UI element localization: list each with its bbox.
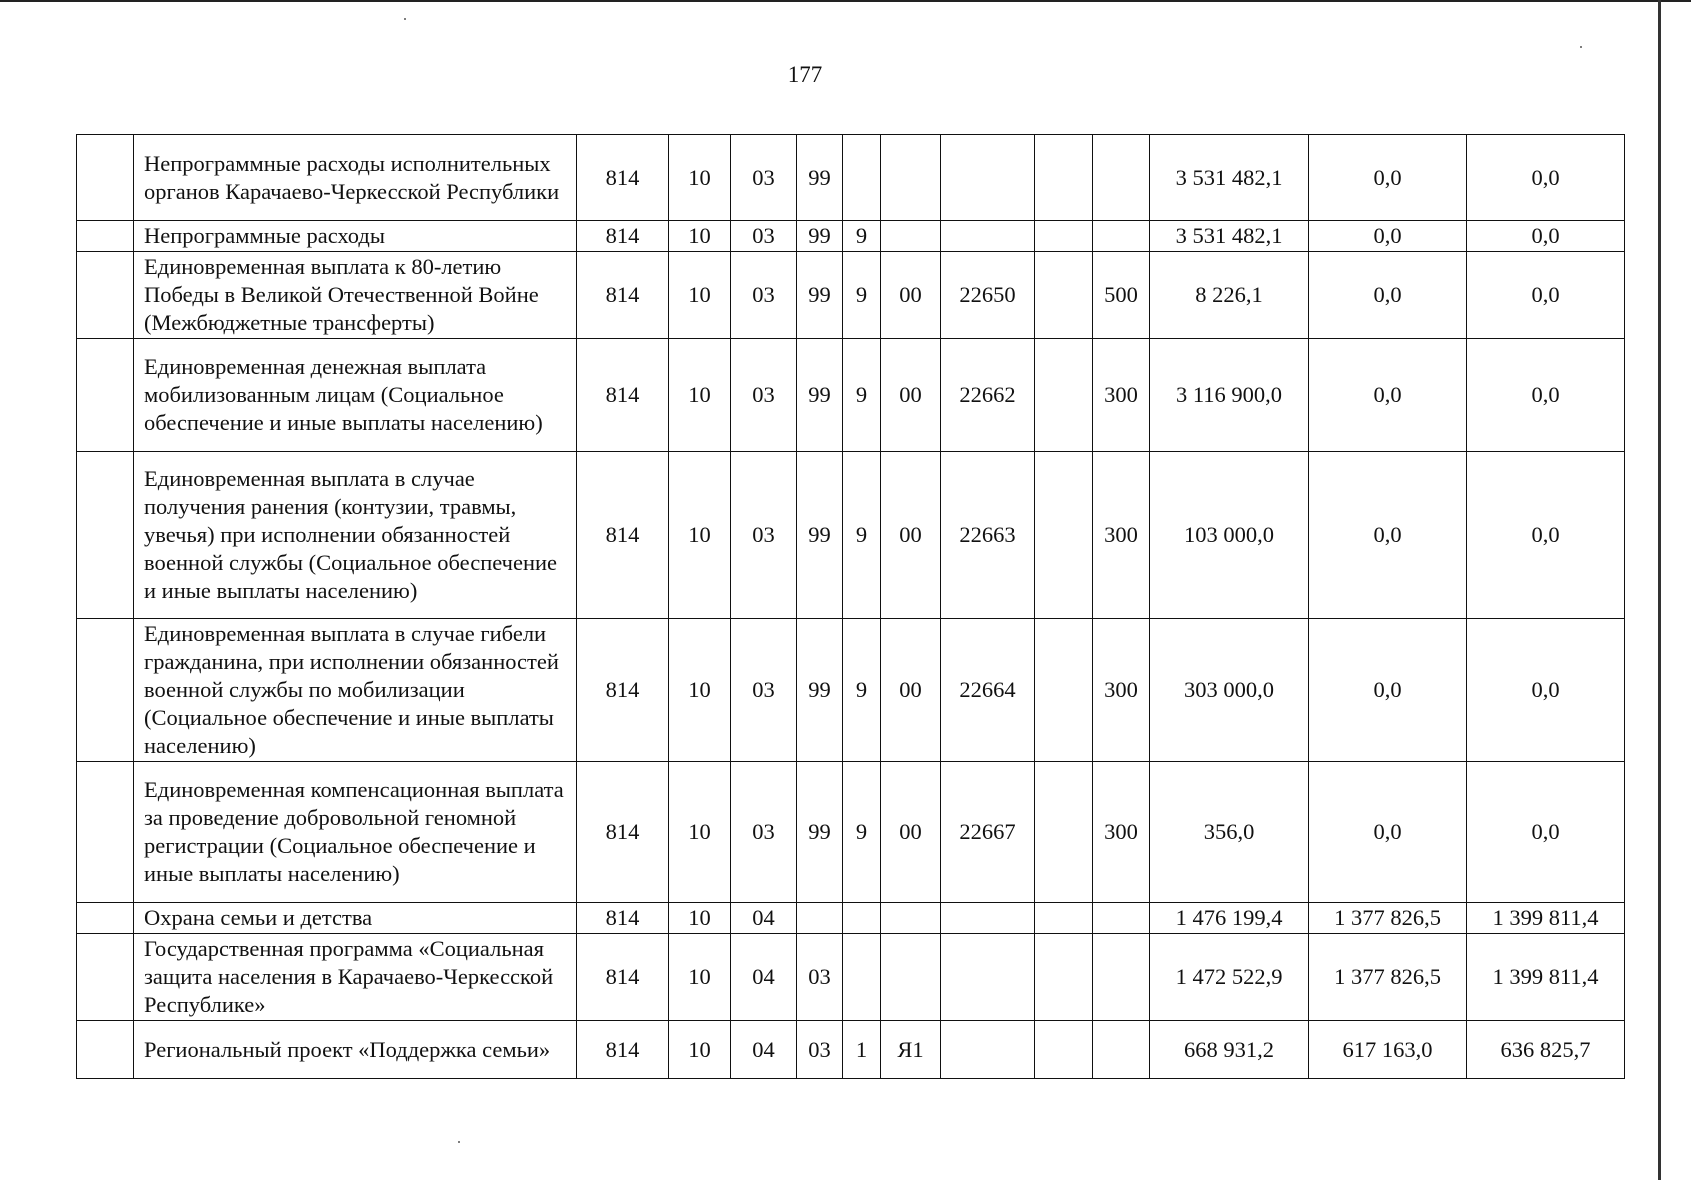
code-pr: 04 <box>731 934 797 1021</box>
code-extra <box>1035 135 1093 221</box>
code-event <box>881 934 941 1021</box>
code-event <box>881 135 941 221</box>
code-pr: 03 <box>731 452 797 619</box>
code-pr: 03 <box>731 252 797 339</box>
code-vr: 300 <box>1093 452 1150 619</box>
code-vr: 300 <box>1093 762 1150 903</box>
code-pr: 03 <box>731 135 797 221</box>
index-cell <box>77 903 134 934</box>
amount-1: 3 531 482,1 <box>1150 221 1309 252</box>
code-vr: 300 <box>1093 339 1150 452</box>
item-name: Региональный проект «Поддержка семьи» <box>134 1021 577 1079</box>
table-body <box>77 135 1625 1079</box>
code-gr: 814 <box>577 762 669 903</box>
index-cell <box>77 252 134 339</box>
code-event <box>881 221 941 252</box>
amount-3: 0,0 <box>1467 339 1625 452</box>
code-rz: 10 <box>669 903 731 934</box>
item-name: Охрана семьи и детства <box>134 903 577 934</box>
code-subprogram: 9 <box>843 762 881 903</box>
code-direction: 22667 <box>941 762 1035 903</box>
table-row <box>77 619 1625 762</box>
code-rz: 10 <box>669 135 731 221</box>
code-program <box>797 903 843 934</box>
code-direction <box>941 1021 1035 1079</box>
index-cell <box>77 1021 134 1079</box>
table-row <box>77 903 1625 934</box>
amount-3: 636 825,7 <box>1467 1021 1625 1079</box>
code-subprogram: 9 <box>843 221 881 252</box>
code-gr: 814 <box>577 903 669 934</box>
amount-3: 0,0 <box>1467 221 1625 252</box>
amount-3: 0,0 <box>1467 452 1625 619</box>
amount-2: 1 377 826,5 <box>1309 934 1467 1021</box>
code-pr: 03 <box>731 619 797 762</box>
code-rz: 10 <box>669 452 731 619</box>
code-vr <box>1093 135 1150 221</box>
index-cell <box>77 221 134 252</box>
code-subprogram <box>843 934 881 1021</box>
code-extra <box>1035 1021 1093 1079</box>
code-extra <box>1035 252 1093 339</box>
scan-speck <box>458 1141 460 1143</box>
code-gr: 814 <box>577 135 669 221</box>
amount-2: 617 163,0 <box>1309 1021 1467 1079</box>
amount-2: 0,0 <box>1309 221 1467 252</box>
amount-1: 3 116 900,0 <box>1150 339 1309 452</box>
code-extra <box>1035 762 1093 903</box>
code-rz: 10 <box>669 252 731 339</box>
index-cell <box>77 762 134 903</box>
table-row <box>77 452 1625 619</box>
code-program: 99 <box>797 452 843 619</box>
code-program: 99 <box>797 619 843 762</box>
code-gr: 814 <box>577 452 669 619</box>
code-extra <box>1035 339 1093 452</box>
code-extra <box>1035 934 1093 1021</box>
item-name: Единовременная выплата к 80-летию Победы в Великой Отечественной Войне (Межбюджетные трансферты) <box>134 252 577 339</box>
code-direction: 22650 <box>941 252 1035 339</box>
amount-1: 3 531 482,1 <box>1150 135 1309 221</box>
code-direction: 22663 <box>941 452 1035 619</box>
code-rz: 10 <box>669 762 731 903</box>
code-vr <box>1093 221 1150 252</box>
item-name: Единовременная денежная выплата мобилизованным лицам (Социальное обеспечение и иные выплаты населению) <box>134 339 577 452</box>
item-name: Непрограммные расходы исполнительных органов Карачаево-Черкесской Республики <box>134 135 577 221</box>
amount-3: 0,0 <box>1467 252 1625 339</box>
code-extra <box>1035 452 1093 619</box>
item-name: Государственная программа «Социальная защита населения в Карачаево-Черкесской Республике» <box>134 934 577 1021</box>
scan-right-edge <box>1658 0 1661 1180</box>
budget-table <box>76 134 1625 1079</box>
item-name: Непрограммные расходы <box>134 221 577 252</box>
code-event <box>881 903 941 934</box>
code-gr: 814 <box>577 221 669 252</box>
code-pr: 03 <box>731 762 797 903</box>
code-event: 00 <box>881 339 941 452</box>
scan-top-border <box>0 0 1691 2</box>
code-gr: 814 <box>577 619 669 762</box>
index-cell <box>77 135 134 221</box>
code-program: 99 <box>797 339 843 452</box>
amount-1: 103 000,0 <box>1150 452 1309 619</box>
code-extra <box>1035 619 1093 762</box>
code-subprogram: 9 <box>843 452 881 619</box>
code-rz: 10 <box>669 1021 731 1079</box>
index-cell <box>77 619 134 762</box>
code-event: 00 <box>881 619 941 762</box>
code-pr: 03 <box>731 221 797 252</box>
code-subprogram: 9 <box>843 619 881 762</box>
code-pr: 04 <box>731 903 797 934</box>
code-extra <box>1035 903 1093 934</box>
code-extra <box>1035 221 1093 252</box>
amount-2: 0,0 <box>1309 252 1467 339</box>
amount-1: 1 476 199,4 <box>1150 903 1309 934</box>
code-subprogram: 1 <box>843 1021 881 1079</box>
code-rz: 10 <box>669 221 731 252</box>
code-direction: 22662 <box>941 339 1035 452</box>
amount-3: 0,0 <box>1467 135 1625 221</box>
amount-1: 303 000,0 <box>1150 619 1309 762</box>
code-pr: 03 <box>731 339 797 452</box>
scan-speck <box>404 18 406 20</box>
scan-speck <box>1580 46 1582 48</box>
table-row <box>77 1021 1625 1079</box>
amount-1: 1 472 522,9 <box>1150 934 1309 1021</box>
code-rz: 10 <box>669 619 731 762</box>
amount-2: 0,0 <box>1309 135 1467 221</box>
item-name: Единовременная выплата в случае гибели гражданина, при исполнении обязанностей военной службы по мобилизации (Социальное обеспечение и иные выплаты населению) <box>134 619 577 762</box>
index-cell <box>77 934 134 1021</box>
code-direction <box>941 135 1035 221</box>
amount-3: 1 399 811,4 <box>1467 934 1625 1021</box>
amount-3: 0,0 <box>1467 619 1625 762</box>
code-vr <box>1093 934 1150 1021</box>
table-row <box>77 252 1625 339</box>
code-gr: 814 <box>577 252 669 339</box>
index-cell <box>77 339 134 452</box>
code-program: 03 <box>797 934 843 1021</box>
amount-3: 1 399 811,4 <box>1467 903 1625 934</box>
amount-2: 0,0 <box>1309 762 1467 903</box>
index-cell <box>77 452 134 619</box>
table-row <box>77 135 1625 221</box>
code-direction: 22664 <box>941 619 1035 762</box>
code-pr: 04 <box>731 1021 797 1079</box>
code-vr: 300 <box>1093 619 1150 762</box>
code-event: 00 <box>881 252 941 339</box>
code-program: 99 <box>797 762 843 903</box>
item-name: Единовременная компенсационная выплата за проведение добровольной геномной регистрации (Социальное обеспечение и иные выплаты населению) <box>134 762 577 903</box>
amount-3: 0,0 <box>1467 762 1625 903</box>
code-gr: 814 <box>577 934 669 1021</box>
code-gr: 814 <box>577 339 669 452</box>
code-vr <box>1093 903 1150 934</box>
code-rz: 10 <box>669 934 731 1021</box>
code-program: 99 <box>797 135 843 221</box>
amount-1: 8 226,1 <box>1150 252 1309 339</box>
code-direction <box>941 221 1035 252</box>
code-vr <box>1093 1021 1150 1079</box>
code-subprogram <box>843 903 881 934</box>
code-subprogram: 9 <box>843 339 881 452</box>
table-row <box>77 221 1625 252</box>
code-gr: 814 <box>577 1021 669 1079</box>
amount-1: 668 931,2 <box>1150 1021 1309 1079</box>
code-direction <box>941 903 1035 934</box>
code-subprogram: 9 <box>843 252 881 339</box>
code-vr: 500 <box>1093 252 1150 339</box>
amount-1: 356,0 <box>1150 762 1309 903</box>
code-program: 03 <box>797 1021 843 1079</box>
code-event: 00 <box>881 452 941 619</box>
amount-2: 1 377 826,5 <box>1309 903 1467 934</box>
item-name: Единовременная выплата в случае получения ранения (контузии, травмы, увечья) при исполнении обязанностей военной службы (Социальное обеспечение и иные выплаты населению) <box>134 452 577 619</box>
code-rz: 10 <box>669 339 731 452</box>
amount-2: 0,0 <box>1309 619 1467 762</box>
amount-2: 0,0 <box>1309 339 1467 452</box>
code-event: 00 <box>881 762 941 903</box>
table-row <box>77 934 1625 1021</box>
code-program: 99 <box>797 221 843 252</box>
code-direction <box>941 934 1035 1021</box>
code-event: Я1 <box>881 1021 941 1079</box>
page-number: 177 <box>787 62 823 87</box>
table-row <box>77 339 1625 452</box>
code-subprogram <box>843 135 881 221</box>
amount-2: 0,0 <box>1309 452 1467 619</box>
table-row <box>77 762 1625 903</box>
code-program: 99 <box>797 252 843 339</box>
